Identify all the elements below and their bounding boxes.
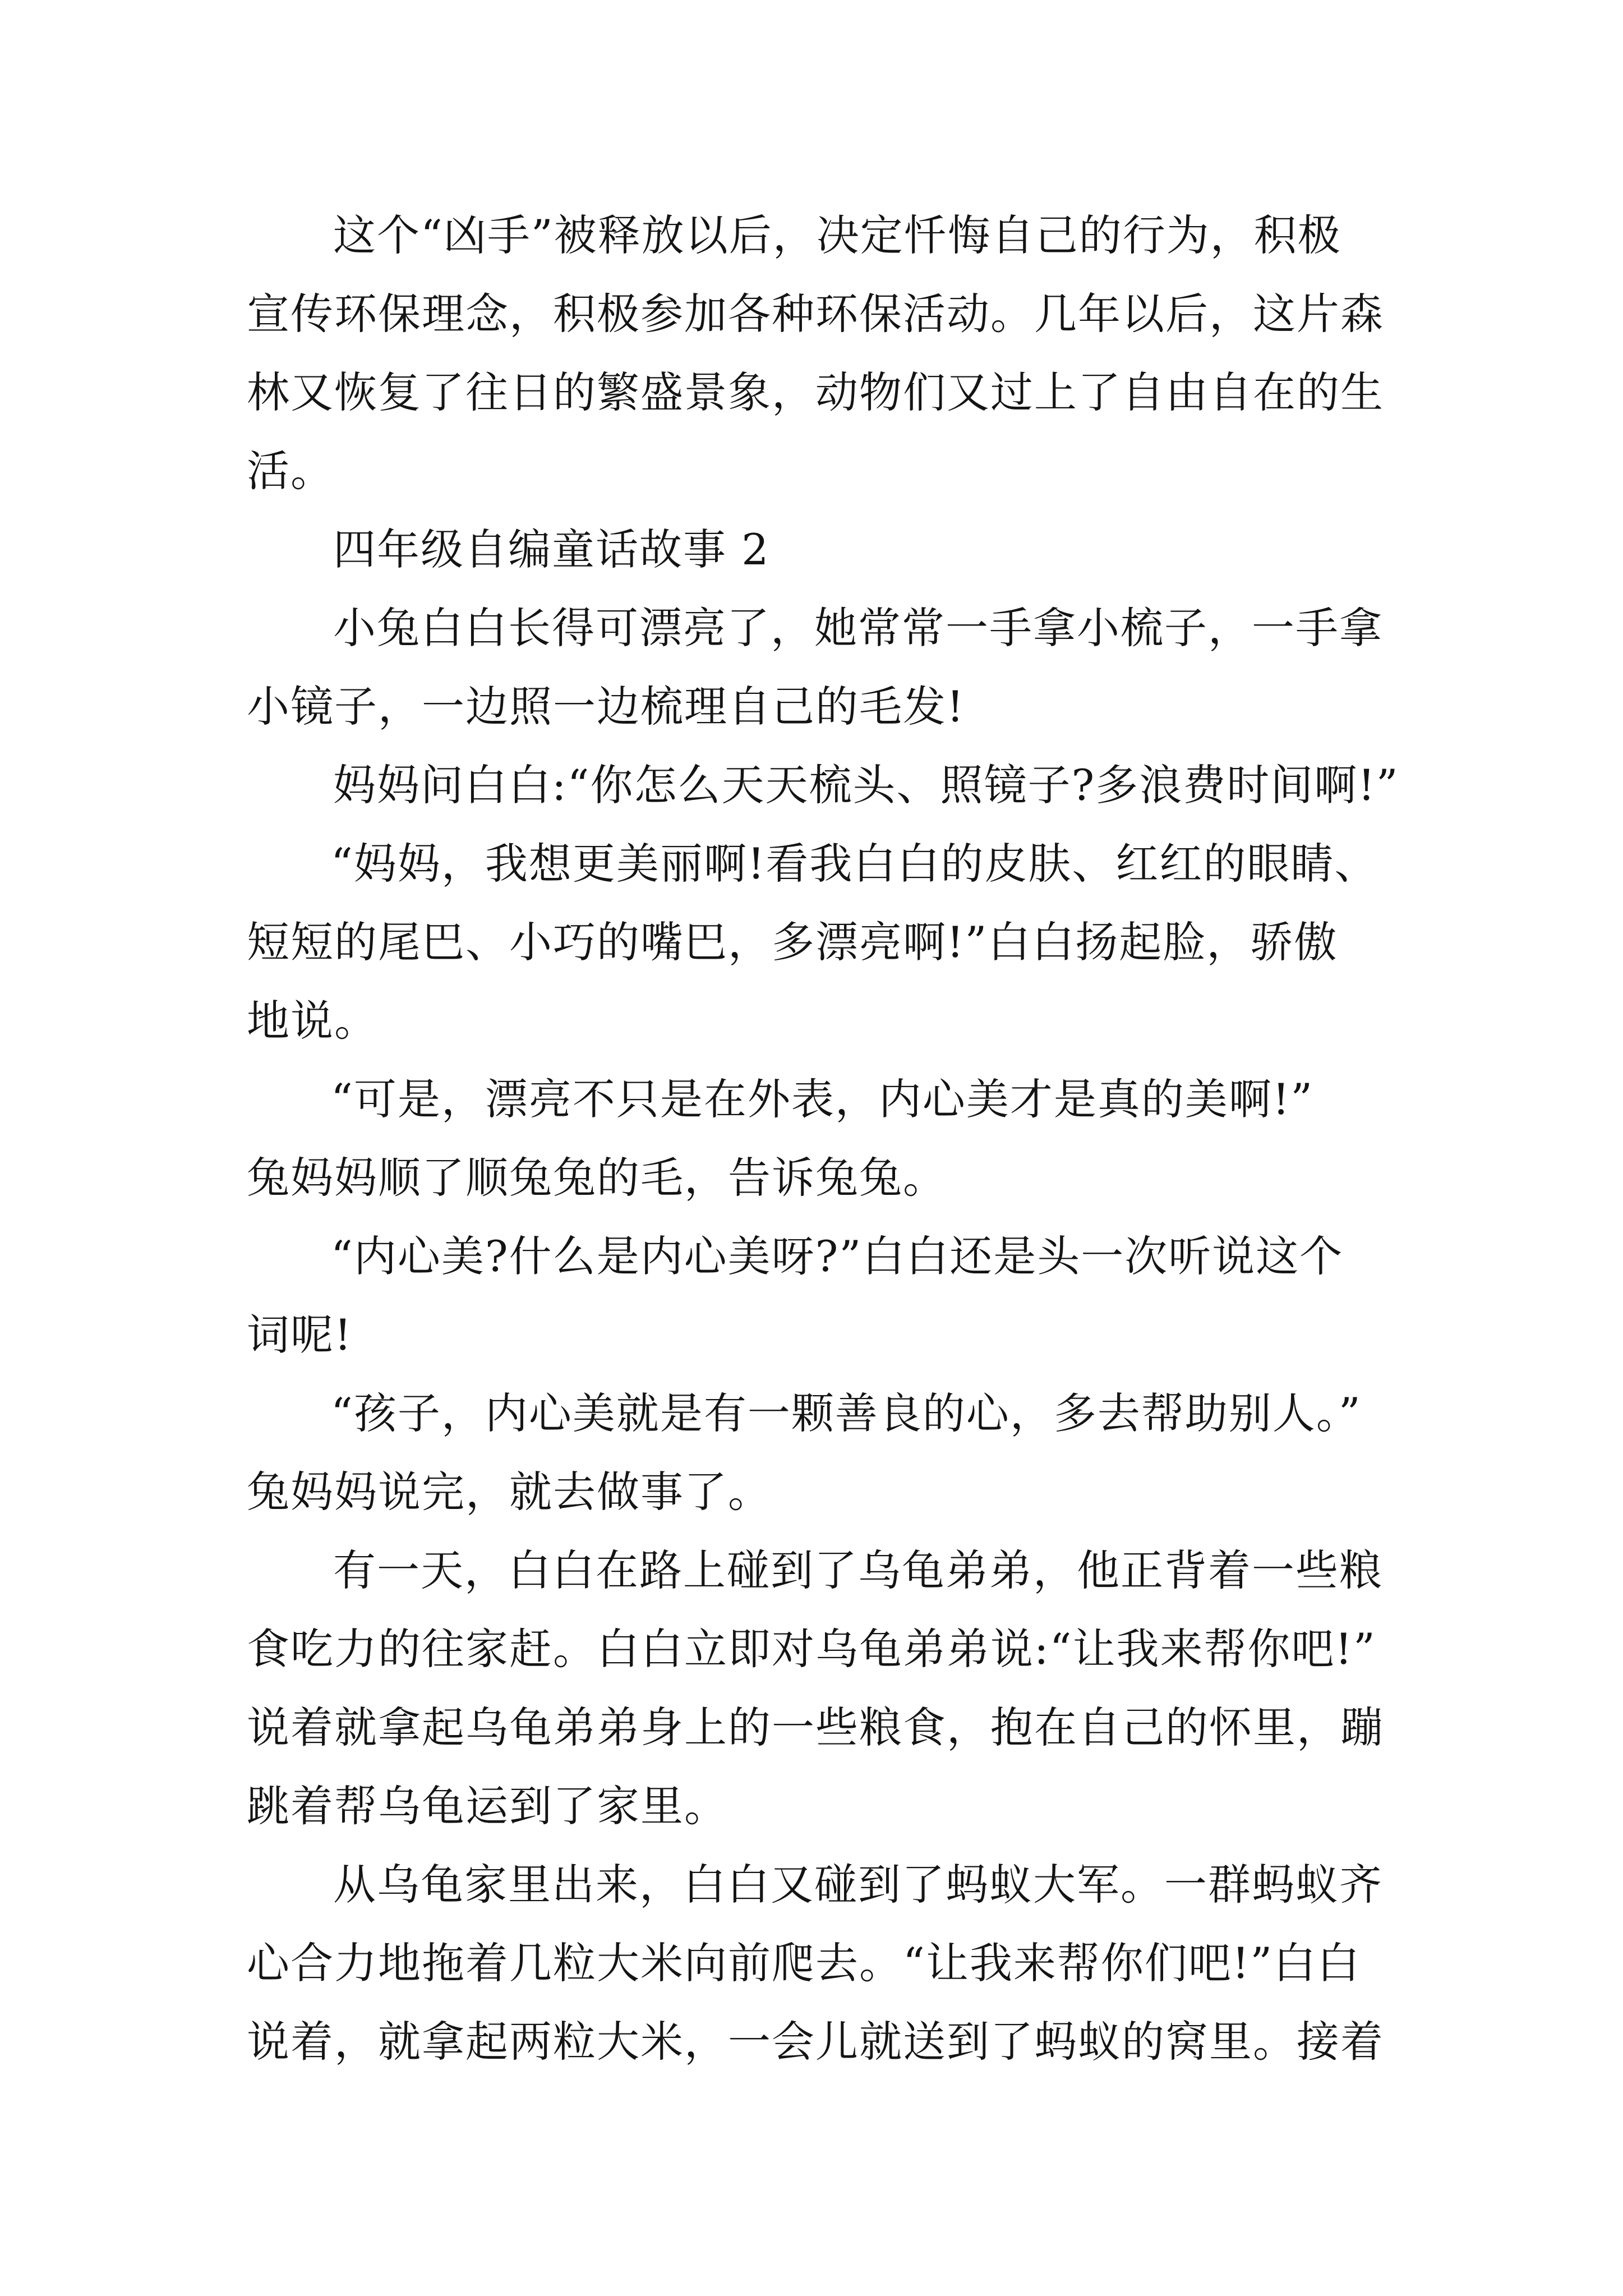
text-line: 活。 (247, 446, 334, 496)
text-line: 兔妈妈说完，就去做事了。 (247, 1467, 772, 1517)
text-line: 这个“凶手”被释放以后，决定忏悔自己的行为，积极 (333, 210, 1341, 260)
text-line: “可是，漂亮不只是在外表，内心美才是真的美啊!” (331, 1074, 1314, 1124)
text-line: 妈妈问白白:“你怎么天天梳头、照镜子?多浪费时间啊!” (333, 760, 1399, 810)
text-line: 兔妈妈顺了顺兔兔的毛，告诉兔兔。 (247, 1153, 947, 1203)
text-line: 从乌龟家里出来，白白又碰到了蚂蚁大军。一群蚂蚁齐 (333, 1860, 1383, 1910)
text-line: 有一天，白白在路上碰到了乌龟弟弟，他正背着一些粮 (333, 1545, 1383, 1595)
text-line: 说着就拿起乌龟弟弟身上的一些粮食，抱在自己的怀里，蹦 (247, 1703, 1384, 1752)
text-line: 宣传环保理念，积极参加各种环保活动。几年以后，这片森 (247, 289, 1384, 339)
text-line: 跳着帮乌龟运到了家里。 (247, 1781, 728, 1831)
section-heading: 四年级自编童话故事 2 (333, 524, 770, 574)
text-line: “妈妈，我想更美丽啊!看我白白的皮肤、红红的眼睛、 (331, 839, 1378, 889)
text-line: 词呢! (247, 1310, 353, 1360)
text-line: “孩子，内心美就是有一颗善良的心，多去帮助别人。” (331, 1388, 1362, 1438)
text-line: “内心美?什么是内心美呀?”白白还是头一次听说这个 (331, 1231, 1344, 1281)
text-line: 地说。 (247, 996, 378, 1046)
text-line: 小兔白白长得可漂亮了，她常常一手拿小梳子，一手拿 (333, 603, 1383, 653)
text-line: 小镜子，一边照一边梳理自己的毛发! (247, 682, 965, 731)
text-line: 说着，就拿起两粒大米，一会儿就送到了蚂蚁的窝里。接着 (247, 2017, 1384, 2067)
text-line: 林又恢复了往日的繁盛景象，动物们又过上了自由自在的生 (247, 367, 1384, 417)
text-line: 心合力地拖着几粒大米向前爬去。“让我来帮你们吧!”白白 (247, 1938, 1361, 1988)
text-line: 食吃力的往家赶。白白立即对乌龟弟弟说:“让我来帮你吧!” (247, 1624, 1376, 1674)
text-line: 短短的尾巴、小巧的嘴巴，多漂亮啊!”白白扬起脸，骄傲 (247, 917, 1338, 967)
